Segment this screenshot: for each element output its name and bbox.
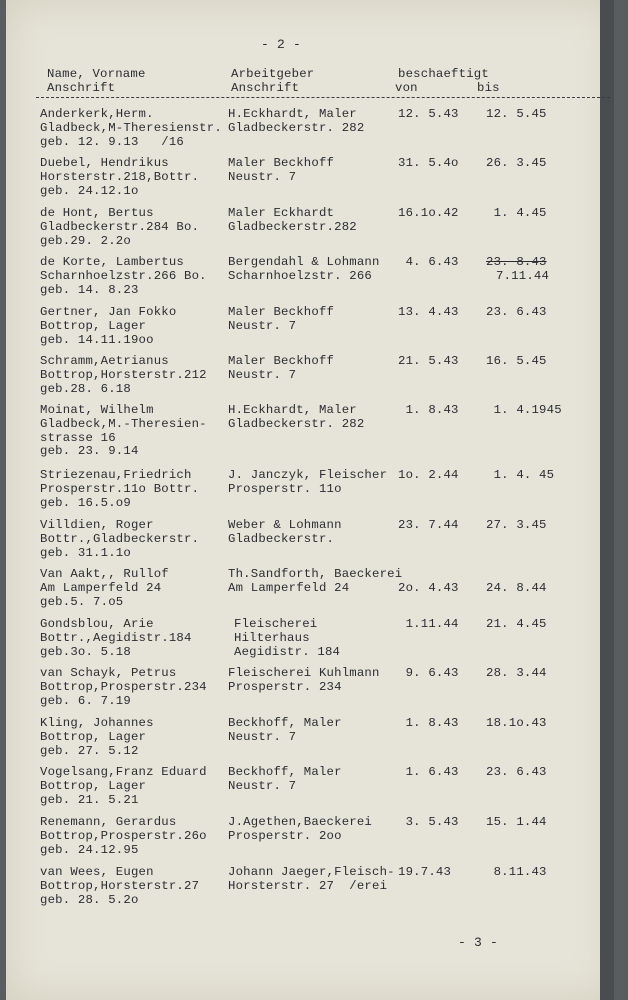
- entry-address-line: geb.5. 7.o5: [40, 594, 124, 609]
- entry-address-line: strasse 16: [40, 430, 116, 445]
- entry-from-date: 1o. 2.44: [398, 468, 459, 482]
- entry-name: Kling, Johannes: [40, 716, 154, 730]
- entry-employer: Th.Sandforth, Baeckerei: [228, 567, 403, 581]
- entry-employer-address: Neustr. 7: [228, 318, 297, 333]
- entry-employer: Weber & Lohmann: [228, 518, 342, 532]
- entry-address-line: geb. 14.11.19oo: [40, 332, 154, 347]
- entry-from-date: 31. 5.4o: [398, 156, 459, 170]
- entry-to-date: 26. 3.45: [486, 156, 547, 170]
- entry-to-date: 12. 5.45: [486, 107, 547, 121]
- entry-address-line: Bottrop,Prosperstr.26o: [40, 828, 207, 843]
- entry-name: de Korte, Lambertus: [40, 255, 185, 269]
- entry-from-date: 1. 6.43: [398, 765, 459, 779]
- entry-employer-address: Aegidistr. 184: [234, 644, 341, 659]
- entry-from-date: 16.1o.42: [398, 206, 459, 220]
- entry-employer-address: Neustr. 7: [228, 729, 297, 744]
- entry-to-date: 23. 6.43: [486, 305, 547, 319]
- header-from: von: [395, 81, 418, 95]
- entry-employer-address: Gladbeckerstr. 282: [228, 416, 365, 431]
- entry-from-date: 9. 6.43: [398, 666, 459, 680]
- entry-address-line: geb.29. 2.2o: [40, 233, 131, 248]
- entry-name: Villdien, Roger: [40, 518, 154, 532]
- entry-name: Moinat, Wilhelm: [40, 403, 154, 417]
- entry-name: Striezenau,Friedrich: [40, 468, 192, 482]
- entry-employer-address: Scharnhoelzstr. 266: [228, 268, 373, 283]
- entry-to-date: 1. 4.45: [486, 206, 547, 220]
- entry-address-line: geb. 12. 9.13 /16: [40, 134, 185, 149]
- header-employed: beschaeftigt: [398, 67, 489, 81]
- entry-employer: Fleischerei: [234, 617, 318, 631]
- entry-employer-address: Horsterstr. 27 /erei: [228, 878, 388, 893]
- entry-name: van Wees, Eugen: [40, 865, 154, 879]
- entry-name: Vogelsang,Franz Eduard: [40, 765, 207, 779]
- entry-address-line: Scharnhoelzstr.266 Bo.: [40, 268, 207, 283]
- entry-employer-address: Gladbeckerstr. 282: [228, 120, 365, 135]
- entry-employer-address: Prosperstr. 234: [228, 679, 342, 694]
- entry-address-line: Bottrop,Horsterstr.212: [40, 367, 207, 382]
- entry-employer: Maler Beckhoff: [228, 305, 335, 319]
- entry-employer: Maler Beckhoff: [228, 354, 335, 368]
- entry-from-date: 4. 6.43: [398, 255, 459, 269]
- entry-address-line: Bottrop, Lager: [40, 778, 147, 793]
- entry-to-date: 28. 3.44: [486, 666, 547, 680]
- entry-from-date: 1. 8.43: [398, 716, 459, 730]
- entry-address-line: geb. 24.12.1o: [40, 183, 139, 198]
- header-employer-address: Anschrift: [231, 81, 300, 95]
- entry-name: Anderkerk,Herm.: [40, 107, 154, 121]
- entry-address-line: Horsterstr.218,Bottr.: [40, 169, 200, 184]
- entry-address-line: geb. 24.12.95: [40, 842, 139, 857]
- entry-to-date: 16. 5.45: [486, 354, 547, 368]
- entry-address-line: geb. 23. 9.14: [40, 444, 139, 459]
- entry-employer-address: Prosperstr. 2oo: [228, 828, 342, 843]
- page-number: - 2 -: [261, 37, 302, 52]
- header-address: Anschrift: [47, 81, 116, 95]
- entry-address-line: geb. 16.5.o9: [40, 495, 131, 510]
- entry-employer-address: Gladbeckerstr.: [228, 531, 335, 546]
- entry-from-date: 1. 8.43: [398, 403, 459, 417]
- entry-employer-address: Neustr. 7: [228, 367, 297, 382]
- entry-address-line: geb. 28. 5.2o: [40, 892, 139, 907]
- entry-employer-address: Gladbeckerstr.282: [228, 219, 357, 234]
- entry-address-line: Bottr.,Gladbeckerstr.: [40, 531, 200, 546]
- entry-from-date: 23. 7.44: [398, 518, 459, 532]
- header-employer: Arbeitgeber: [231, 67, 315, 81]
- entry-employer: J. Janczyk, Fleischer: [228, 468, 388, 482]
- entry-address-line: geb.3o. 5.18: [40, 644, 131, 659]
- entry-from-date: 1.11.44: [398, 617, 459, 631]
- entry-to-date: 27. 3.45: [486, 518, 547, 532]
- entry-address-line: Gladbeck,M-Theresienstr.: [40, 120, 222, 135]
- entry-name: Gertner, Jan Fokko: [40, 305, 177, 319]
- entry-employer: H.Eckhardt, Maler: [228, 403, 357, 417]
- entry-address-line: Prosperstr.11o Bottr.: [40, 481, 200, 496]
- entry-address-line: Gladbeckerstr.284 Bo.: [40, 219, 200, 234]
- entry-from-date: 2o. 4.43: [398, 580, 459, 595]
- entry-name: van Schayk, Petrus: [40, 666, 177, 680]
- entry-address-line: geb. 27. 5.12: [40, 743, 139, 758]
- entry-employer-address: Neustr. 7: [228, 778, 297, 793]
- header-divider: [36, 97, 610, 98]
- entry-employer: Beckhoff, Maler: [228, 765, 342, 779]
- entry-from-date: 13. 4.43: [398, 305, 459, 319]
- entry-to-date: 18.1o.43: [486, 716, 547, 730]
- entry-to-date: 23. 8.43: [486, 255, 547, 269]
- entry-employer-address: Hilterhaus: [234, 630, 310, 645]
- entry-employer-address: Neustr. 7: [228, 169, 297, 184]
- entry-address-line: Bottrop, Lager: [40, 729, 147, 744]
- document-page: [6, 0, 614, 1000]
- entry-to-date: 1. 4. 45: [486, 468, 555, 482]
- entry-employer: Maler Eckhardt: [228, 206, 335, 220]
- header-to: bis: [477, 81, 500, 95]
- entry-to-date: 24. 8.44: [486, 580, 547, 595]
- entry-name: de Hont, Bertus: [40, 206, 154, 220]
- entry-to-date: 15. 1.44: [486, 815, 547, 829]
- entry-address-line: Bottrop,Horsterstr.27: [40, 878, 200, 893]
- entry-name: Duebel, Hendrikus: [40, 156, 169, 170]
- footer-page-number: - 3 -: [458, 935, 499, 950]
- entry-name: Gondsblou, Arie: [40, 617, 154, 631]
- entry-address-line: Am Lamperfeld 24: [40, 580, 162, 595]
- entry-name: Renemann, Gerardus: [40, 815, 177, 829]
- entry-to-date: 8.11.43: [486, 865, 547, 879]
- header-name: Name, Vorname: [47, 67, 146, 81]
- entry-employer: Maler Beckhoff: [228, 156, 335, 170]
- entry-address-line: geb. 6. 7.19: [40, 693, 131, 708]
- scan-edge: [600, 0, 614, 1000]
- entry-employer: Bergendahl & Lohmann: [228, 255, 380, 269]
- entry-from-date: 21. 5.43: [398, 354, 459, 368]
- entry-from-date: 12. 5.43: [398, 107, 459, 121]
- entry-from-date: 3. 5.43: [398, 815, 459, 829]
- entry-to-date: 21. 4.45: [486, 617, 547, 631]
- entry-to-date-corrected: 7.11.44: [496, 268, 550, 283]
- entry-name: Schramm,Aetrianus: [40, 354, 169, 368]
- entry-address-line: Bottrop,Prosperstr.234: [40, 679, 207, 694]
- entry-employer-address: Prosperstr. 11o: [228, 481, 342, 496]
- entry-address-line: Bottr.,Aegidistr.184: [40, 630, 192, 645]
- entry-employer-address: Am Lamperfeld 24: [228, 580, 350, 595]
- entry-address-line: Gladbeck,M.-Theresien-: [40, 416, 207, 431]
- entry-from-date: 19.7.43: [398, 865, 452, 879]
- entry-employer: Beckhoff, Maler: [228, 716, 342, 730]
- entry-address-line: geb. 21. 5.21: [40, 792, 139, 807]
- entry-address-line: geb. 14. 8.23: [40, 282, 139, 297]
- entry-employer: Johann Jaeger,Fleisch-: [228, 865, 395, 879]
- entry-address-line: geb. 31.1.1o: [40, 545, 131, 560]
- entry-employer: H.Eckhardt, Maler: [228, 107, 357, 121]
- entry-address-line: geb.28. 6.18: [40, 381, 131, 396]
- entry-employer: J.Agethen,Baeckerei: [228, 815, 373, 829]
- entry-address-line: Bottrop, Lager: [40, 318, 147, 333]
- entry-name: Van Aakt,, Rullof: [40, 567, 169, 581]
- entry-employer: Fleischerei Kuhlmann: [228, 666, 380, 680]
- entry-to-date: 1. 4.1945: [486, 403, 562, 417]
- entry-to-date: 23. 6.43: [486, 765, 547, 779]
